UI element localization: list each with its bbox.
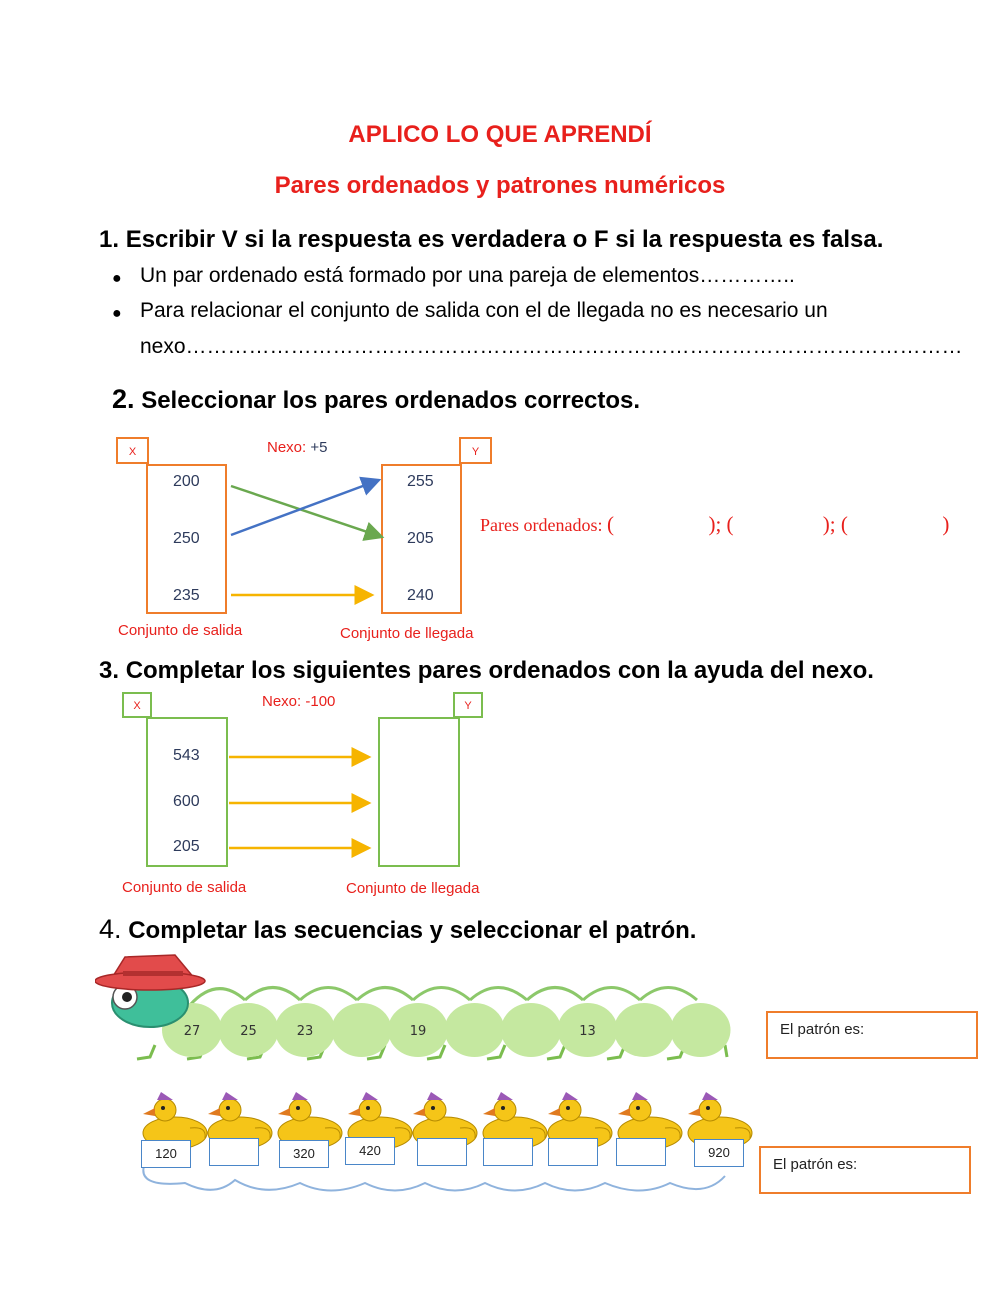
domain-value: 235 <box>173 587 200 604</box>
duck-number-box: 920 <box>694 1139 744 1167</box>
pattern-answer-box-2[interactable] <box>759 1146 971 1194</box>
q3-text: Completar los siguientes pares ordenados con la ayuda del nexo. <box>125 657 874 684</box>
pairs-answer <box>480 512 949 537</box>
codomain-value: 255 <box>407 473 434 490</box>
pairs-label: Pares ordenados: <box>480 515 603 535</box>
codomain-caption: Conjunto de llegada <box>346 880 480 897</box>
duck-answer-box[interactable] <box>548 1138 598 1166</box>
domain-value: 200 <box>173 473 200 490</box>
caterpillar-segment[interactable] <box>445 1003 505 1057</box>
caterpillar-illustration <box>95 945 745 1070</box>
page-title: APLICO LO QUE APRENDÍ <box>348 121 652 148</box>
pairs-blanks[interactable]: ( ); ( ); ( ) <box>606 512 950 536</box>
q3-number: 3. <box>99 657 120 684</box>
nexo-label: Nexo: -100 <box>262 693 336 710</box>
x-label: X <box>116 437 149 464</box>
q4-text: Completar las secuencias y seleccionar el patrón. <box>128 917 697 944</box>
domain-value: 600 <box>173 793 200 810</box>
caterpillar-segment[interactable] <box>671 1003 731 1057</box>
y-label: Y <box>459 437 492 464</box>
domain-caption: Conjunto de salida <box>118 622 243 639</box>
pattern-answer-box-1[interactable] <box>766 1011 978 1059</box>
q2-number: 2. <box>112 384 135 414</box>
nexo-text: Nexo: <box>267 439 307 456</box>
pattern-label: El patrón es: <box>773 1156 858 1173</box>
duck-answer-box[interactable] <box>616 1138 666 1166</box>
q4-heading <box>99 914 696 945</box>
codomain-value: 240 <box>407 587 434 604</box>
page-subtitle: Pares ordenados y patrones numéricos <box>274 172 726 199</box>
caterpillar-number: 19 <box>409 1024 427 1039</box>
nexo-value: +5 <box>310 439 328 456</box>
q1-statement-1: Un par ordenado está formado por una pareja de elementos………….. <box>140 264 795 287</box>
codomain-value: 205 <box>407 530 434 547</box>
caterpillar-number: 23 <box>296 1024 314 1039</box>
domain-value: 250 <box>173 530 200 547</box>
x-label: X <box>122 692 152 718</box>
pattern-label: El patrón es: <box>780 1021 865 1038</box>
q1-number: 1. <box>99 226 120 253</box>
q3-heading <box>99 657 874 685</box>
domain-value: 543 <box>173 747 200 764</box>
q2-text: Seleccionar los pares ordenados correctos. <box>141 387 641 414</box>
arrow-200-205 <box>231 486 382 537</box>
caterpillar-segment[interactable] <box>614 1003 674 1057</box>
q1-text: Escribir V si la respuesta es verdadera o F si la respuesta es falsa. <box>125 226 884 253</box>
duck-number-box: 320 <box>279 1140 329 1168</box>
duck-answer-box[interactable] <box>209 1138 259 1166</box>
q1-statement-2: Para relacionar el conjunto de salida con el de llegada no es necesario un <box>140 299 828 322</box>
caterpillar-number: 27 <box>183 1024 201 1039</box>
duck-number-box: 120 <box>141 1140 191 1168</box>
caterpillar-number: 25 <box>240 1024 257 1039</box>
duck-number-box: 420 <box>345 1137 395 1165</box>
arrow-250-255 <box>231 480 379 535</box>
domain-value: 205 <box>173 838 200 855</box>
caterpillar-number: 13 <box>579 1024 596 1039</box>
q3-arrows <box>0 700 1000 900</box>
q1-statement-2-cont: nexo………………………………………………………………………………………………… <box>140 335 963 358</box>
codomain-caption: Conjunto de llegada <box>340 625 474 642</box>
duck-answer-box[interactable] <box>483 1138 533 1166</box>
bullet-icon: ● <box>112 270 122 287</box>
caterpillar-segment[interactable] <box>501 1003 561 1057</box>
q4-number: 4. <box>99 914 122 944</box>
domain-caption: Conjunto de salida <box>122 879 247 896</box>
duck-answer-box[interactable] <box>417 1138 467 1166</box>
y-label: Y <box>453 692 483 718</box>
caterpillar-segment[interactable] <box>332 1003 392 1057</box>
bullet-icon: ● <box>112 305 122 322</box>
